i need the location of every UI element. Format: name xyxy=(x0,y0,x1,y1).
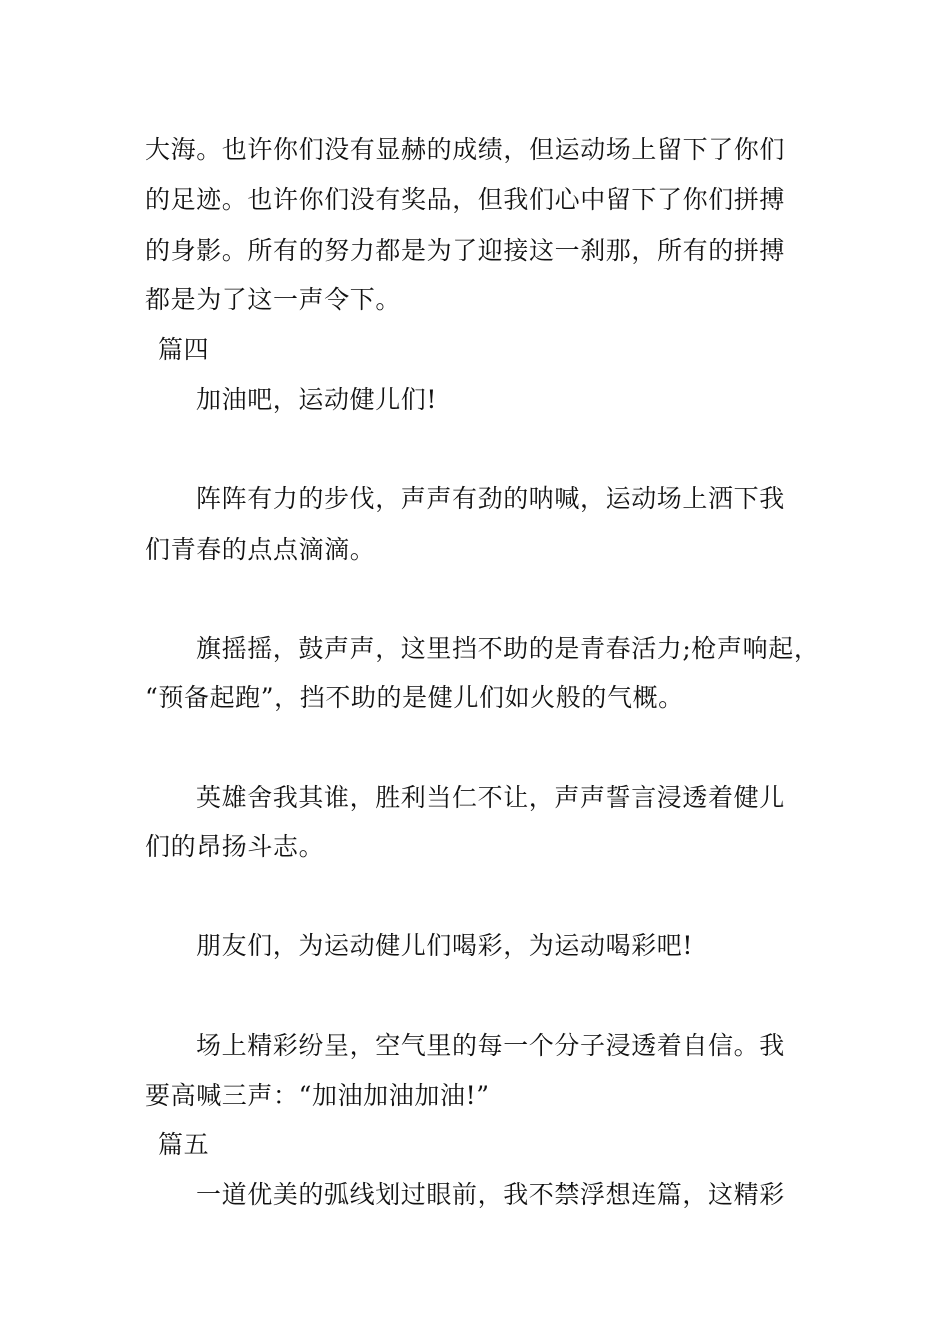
text-line: 阵阵有力的步伐，声声有劲的呐喊，运动场上洒下我 xyxy=(196,484,785,513)
section-heading: 篇五 xyxy=(158,1130,210,1159)
text-line: 要高喊三声：“加油加油加油!” xyxy=(145,1081,490,1110)
text-line: 加油吧，运动健儿们! xyxy=(196,385,438,414)
text-line: “预备起跑”，挡不助的是健儿们如火般的气概。 xyxy=(145,683,684,712)
text-line: 大海。也许你们没有显赫的成绩，但运动场上留下了你们 xyxy=(145,135,786,164)
text-line: 旗摇摇，鼓声声，这里挡不助的是青春活力;枪声响起， xyxy=(196,634,820,663)
text-line: 们的昂扬斗志。 xyxy=(145,832,325,861)
text-line: 朋友们，为运动健儿们喝彩，为运动喝彩吧! xyxy=(196,931,694,960)
text-line: 的足迹。也许你们没有奖品，但我们心中留下了你们拼搏 xyxy=(145,185,786,214)
text-line: 一道优美的弧线划过眼前，我不禁浮想连篇，这精彩 xyxy=(196,1180,785,1209)
text-line: 们青春的点点滴滴。 xyxy=(145,535,376,564)
text-line: 都是为了这一声令下。 xyxy=(145,285,402,314)
text-line: 英雄舍我其谁，胜利当仁不让，声声誓言浸透着健儿 xyxy=(196,783,785,812)
text-line: 的身影。所有的努力都是为了迎接这一刹那，所有的拼搏 xyxy=(145,236,786,265)
text-line: 场上精彩纷呈，空气里的每一个分子浸透着自信。我 xyxy=(196,1031,785,1060)
section-heading: 篇四 xyxy=(158,335,210,364)
